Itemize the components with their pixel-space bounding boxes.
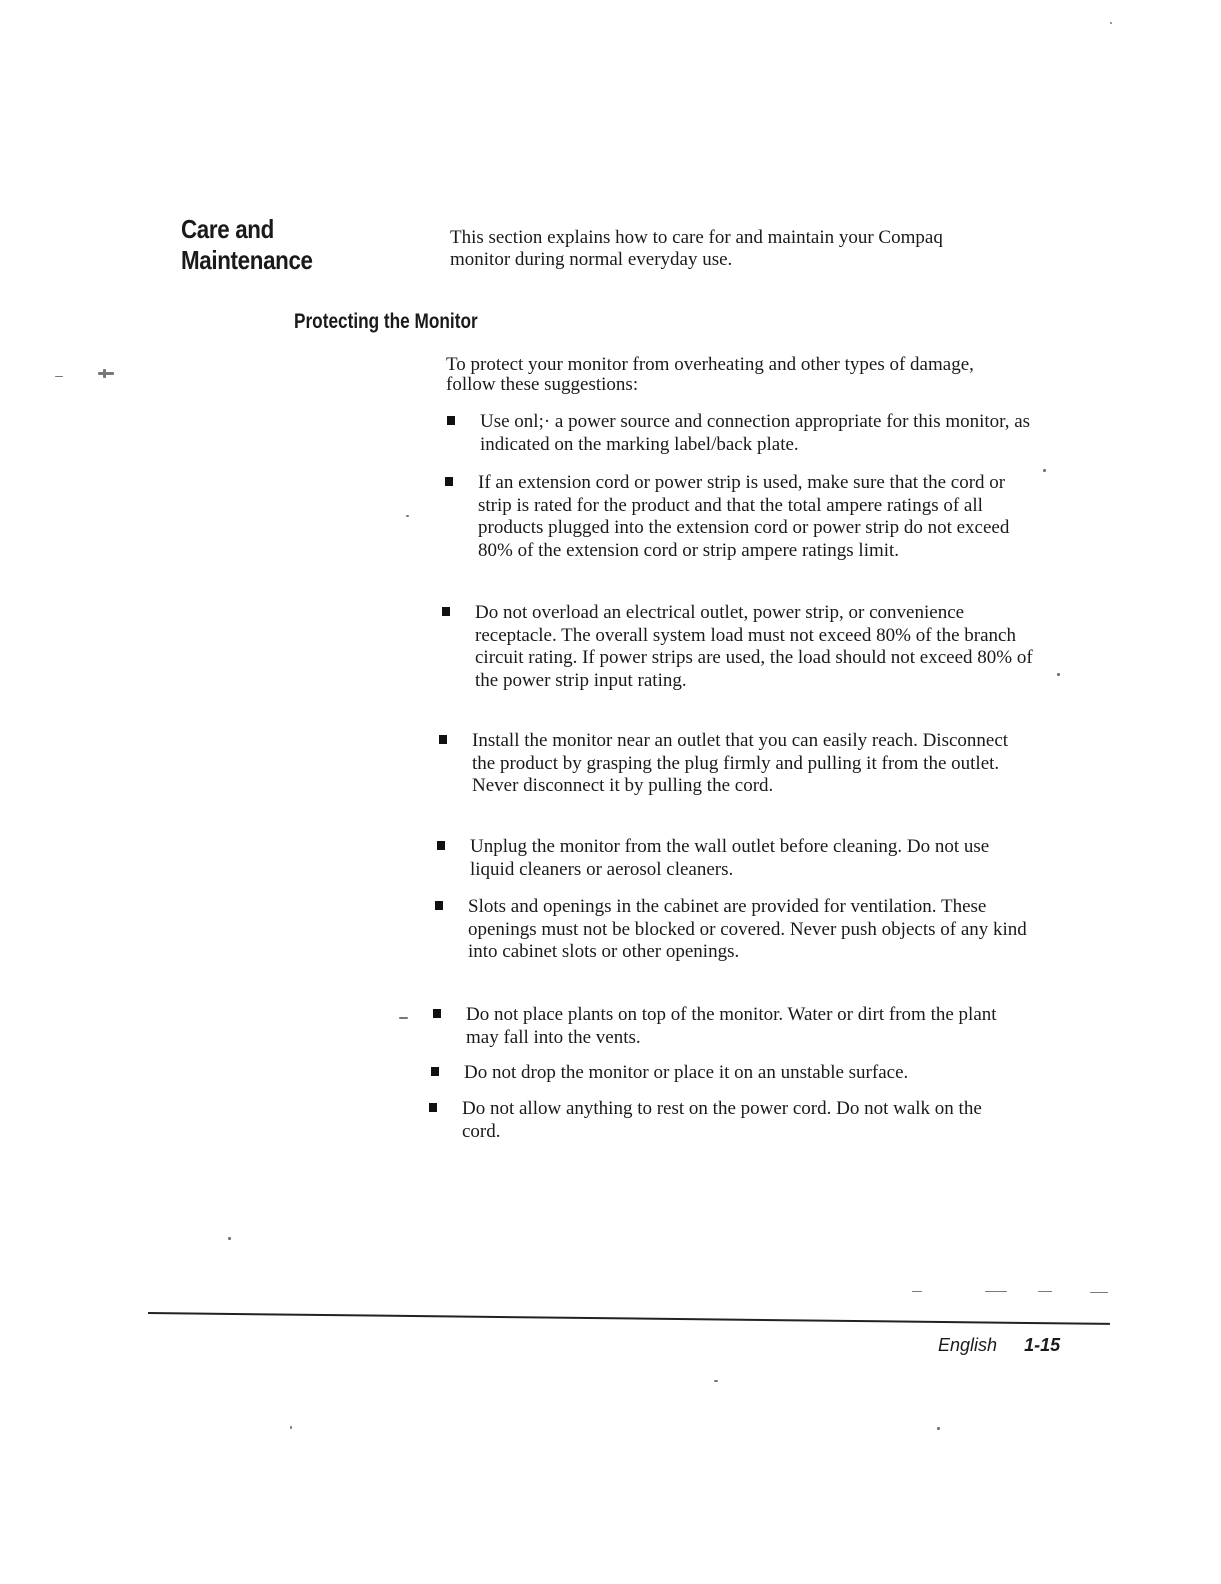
list-item-text: Do not allow anything to rest on the power cord. Do not walk on the cord. bbox=[462, 1098, 982, 1142]
list-item-text: Do not place plants on top of the monitor. Water or dirt from the plant may fall into the vents. bbox=[466, 1004, 997, 1048]
list-item bbox=[466, 1004, 1026, 1049]
scan-speck bbox=[228, 1237, 231, 1240]
scan-speck bbox=[399, 1017, 408, 1019]
bullet-square-icon bbox=[445, 477, 453, 486]
section-intro: This section explains how to care for and maintain your Compaq monitor during normal everyday use. bbox=[450, 227, 943, 270]
page-footer bbox=[938, 1335, 1060, 1356]
list-item bbox=[472, 730, 1032, 798]
bullet-square-icon bbox=[433, 1009, 441, 1018]
section-title-line-1: Care and bbox=[181, 214, 274, 244]
scan-speck bbox=[103, 369, 106, 378]
list-item bbox=[468, 896, 1028, 964]
scan-speck bbox=[1110, 22, 1112, 24]
subsection-heading: Protecting the Monitor bbox=[294, 310, 478, 333]
scan-speck bbox=[98, 372, 114, 375]
list-item-text: Slots and openings in the cabinet are provided for ventilation. These openings must not be blocked or covered. Never push objects of any kind into cabinet slots or other openings. bbox=[468, 896, 1027, 962]
list-item bbox=[470, 836, 1030, 881]
footer-language: English bbox=[938, 1335, 998, 1355]
scan-speck bbox=[1043, 469, 1046, 472]
scan-speck bbox=[1057, 673, 1060, 676]
list-item bbox=[475, 602, 1035, 692]
list-item-text: Unplug the monitor from the wall outlet before cleaning. Do not use liquid cleaners or aerosol cleaners. bbox=[470, 836, 990, 880]
bullet-square-icon bbox=[429, 1103, 437, 1112]
scan-speck bbox=[290, 1426, 292, 1429]
subsection-lead: To protect your monitor from overheating and other types of damage, follow these suggestions: bbox=[446, 354, 974, 395]
list-item bbox=[478, 472, 1038, 562]
scan-speck bbox=[714, 1380, 718, 1382]
scan-speck bbox=[912, 1291, 922, 1292]
list-item-text: Do not overload an electrical outlet, power strip, or convenience receptacle. The overall system load must not exceed 80% of the branch circuit rating. If power strips are used, the load should not exceed 80% of the power strip input rating. bbox=[475, 602, 1033, 691]
bullet-square-icon bbox=[431, 1067, 439, 1076]
section-title-line-2: Maintenance bbox=[181, 245, 313, 275]
scan-speck bbox=[985, 1291, 1007, 1292]
bullet-square-icon bbox=[437, 841, 445, 850]
list-item-text: Do not drop the monitor or place it on an unstable surface. bbox=[464, 1062, 909, 1083]
list-item-text: If an extension cord or power strip is used, make sure that the cord or strip is rated for the product and that the total ampere ratings of all products plugged into the extension cord or power strip do not exceed 80% of the extension cord or strip ampere ratings limit. bbox=[478, 472, 1010, 561]
page-number: 1-15 bbox=[1024, 1335, 1061, 1355]
list-item-text: Install the monitor near an outlet that you can easily reach. Disconnect the product by grasping the plug firmly and pulling it from the outlet. Never disconnect it by pulling the cord. bbox=[472, 730, 1009, 796]
scan-speck bbox=[1090, 1292, 1108, 1293]
list-item bbox=[462, 1098, 1022, 1143]
list-item bbox=[464, 1062, 1024, 1085]
scan-speck bbox=[1038, 1291, 1052, 1292]
bullet-square-icon bbox=[435, 901, 443, 910]
bullet-square-icon bbox=[439, 735, 447, 744]
list-item-text: Use onl;· a power source and connection appropriate for this monitor, as indicated on the marking label/back plate. bbox=[480, 411, 1031, 455]
scan-speck bbox=[937, 1427, 940, 1430]
section-title bbox=[181, 214, 370, 276]
footer-rule bbox=[148, 1312, 1110, 1325]
scan-speck bbox=[55, 376, 63, 377]
bullet-square-icon bbox=[442, 607, 450, 616]
bullet-square-icon bbox=[447, 416, 455, 425]
list-item bbox=[480, 411, 1040, 456]
scan-speck bbox=[406, 515, 409, 517]
